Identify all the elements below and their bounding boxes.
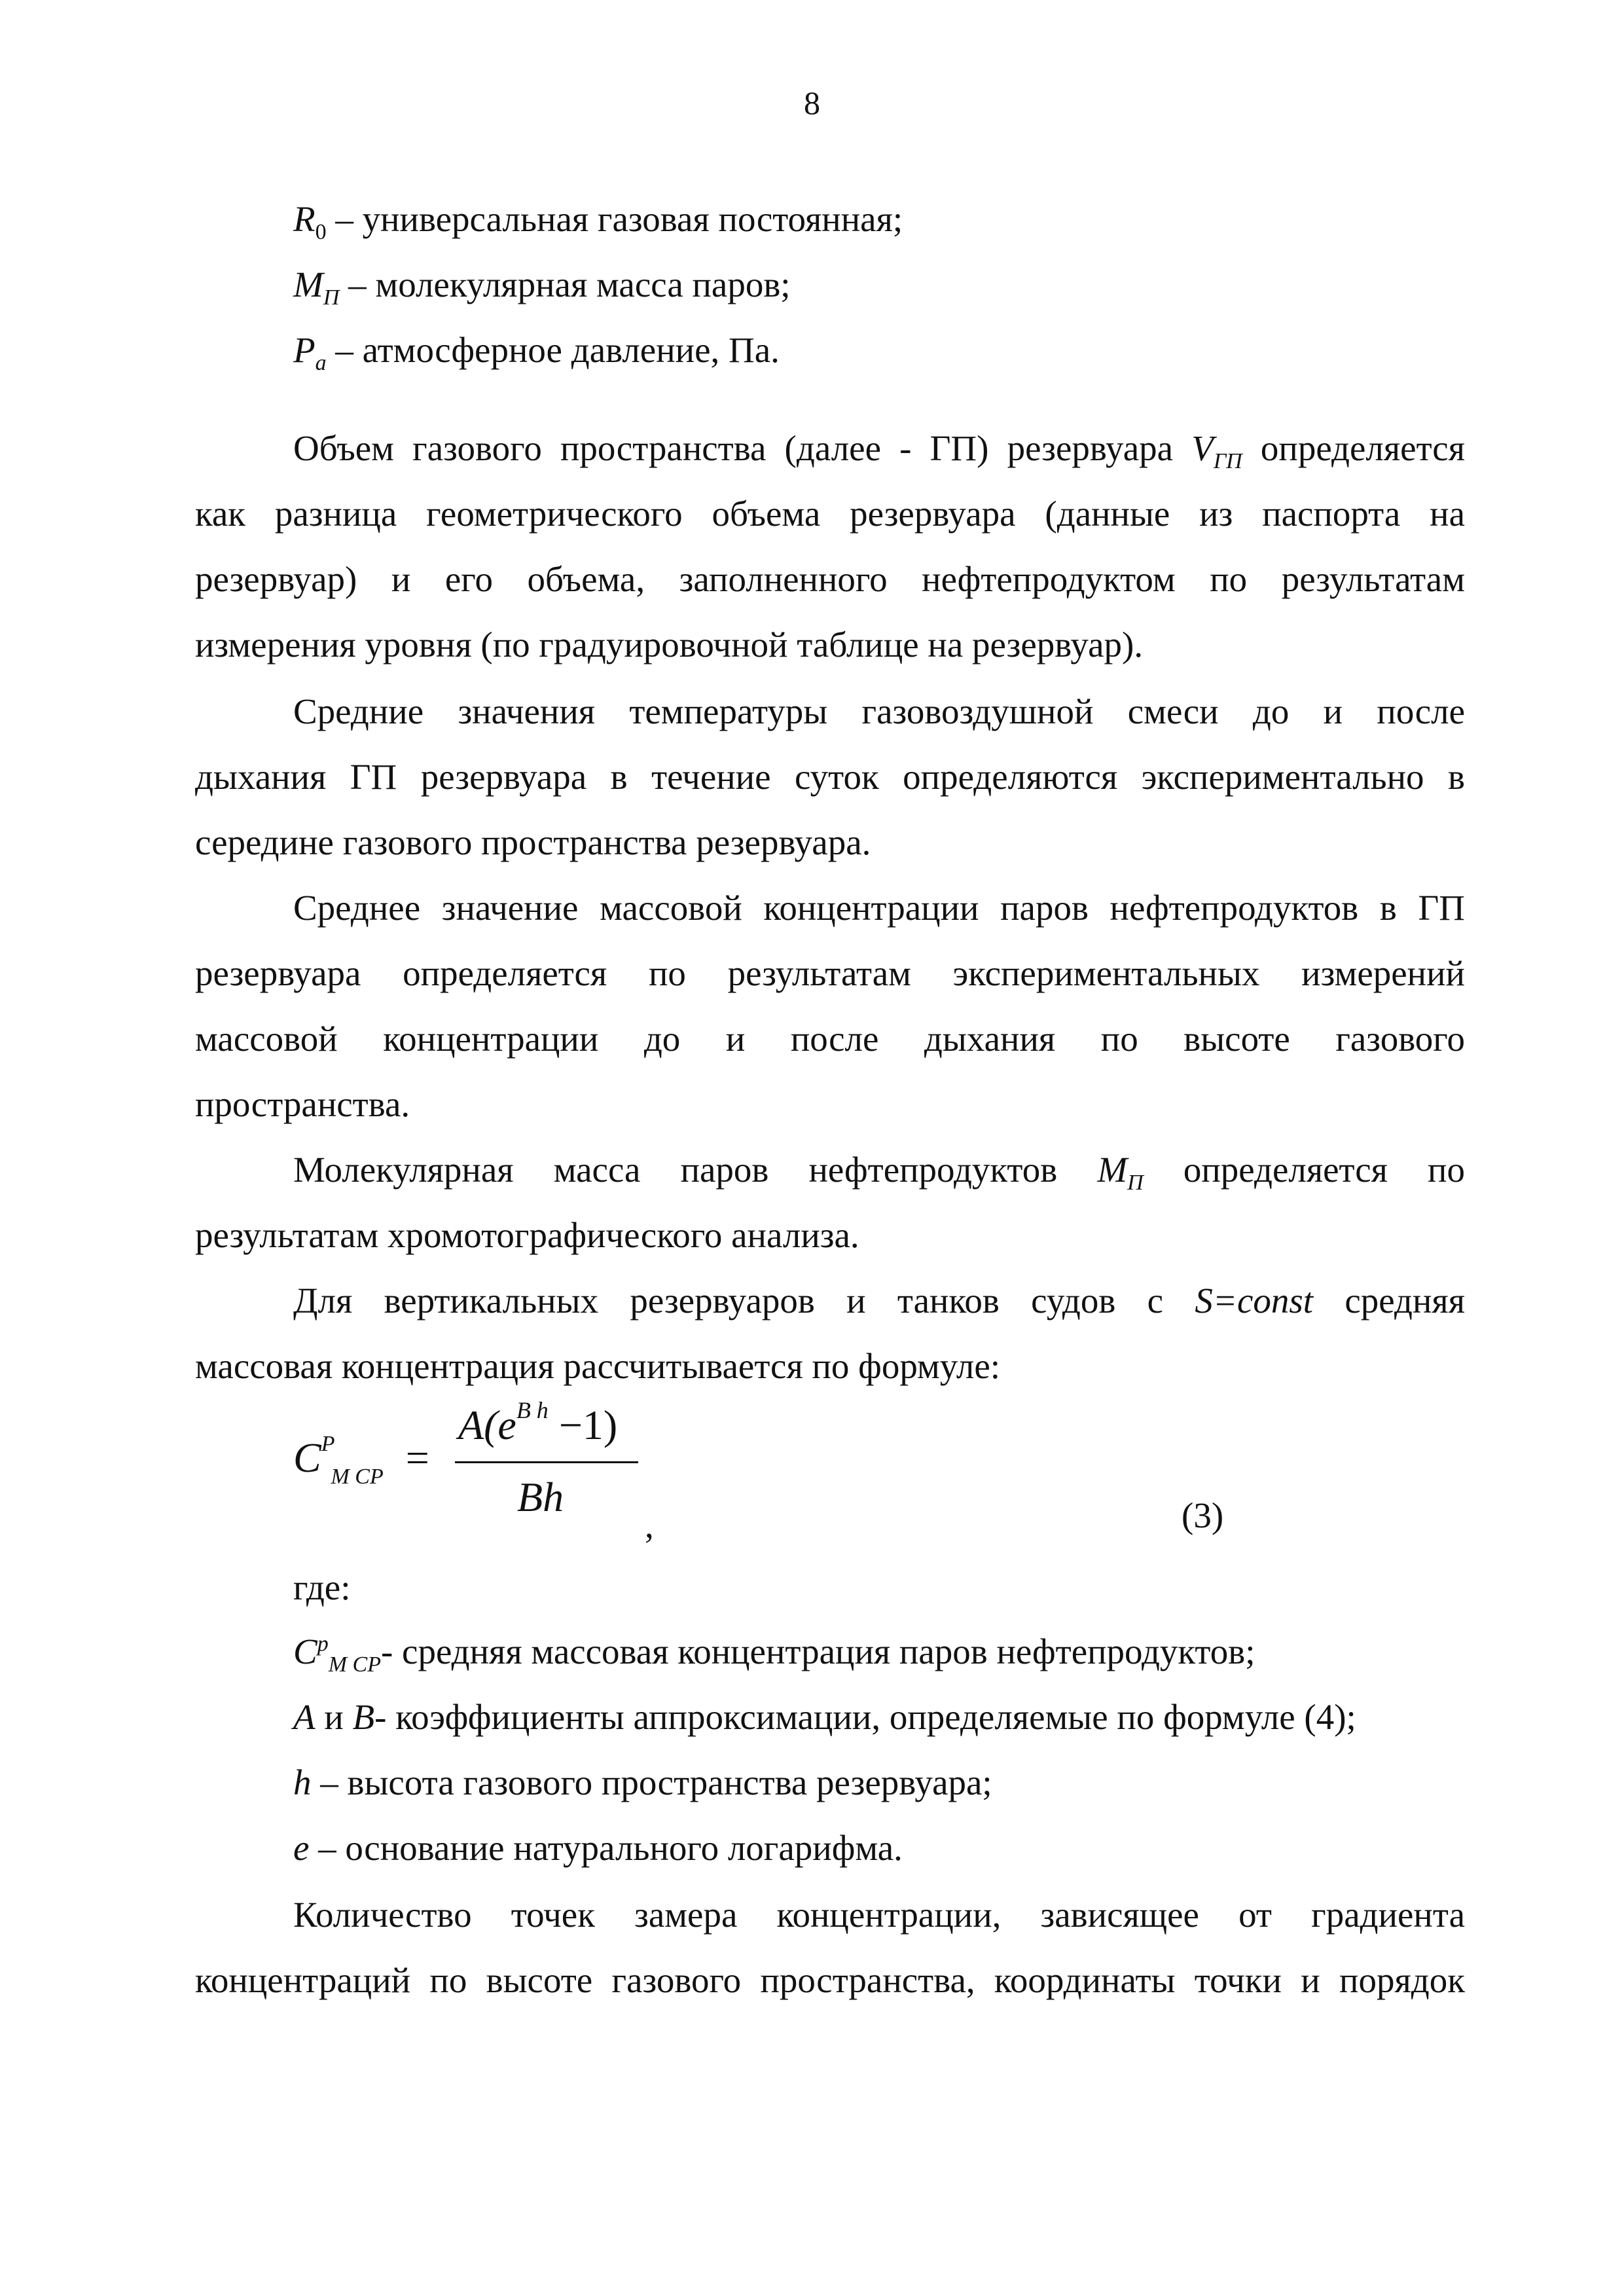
para2-line3: середине газового пространства резервуара. xyxy=(195,822,871,862)
para6-line2: концентраций по высоте газового пространства, координаты точки и порядок xyxy=(195,1960,1465,2000)
definition-text: – атмосферное давление, Па. xyxy=(326,330,780,370)
subscript: П xyxy=(323,285,340,310)
text-run: средняя xyxy=(1313,1281,1465,1321)
subscript: M CP xyxy=(328,1652,381,1677)
definition-text: - средняя массовая концентрация паров нефтепродуктов; xyxy=(380,1631,1255,1671)
subscript: a xyxy=(315,351,327,375)
definition-h xyxy=(293,1760,992,1806)
text-run: Молекулярная масса паров нефтепродуктов xyxy=(293,1150,1098,1190)
symbol: P xyxy=(293,330,316,370)
definition-mp xyxy=(293,262,791,308)
para1-line3: резервуар) и его объема, заполненного нефтепродуктом по результатам xyxy=(195,559,1465,599)
definition-pa xyxy=(293,327,780,373)
para3-line1: Среднее значение массовой концентрации паров нефтепродуктов в ГП xyxy=(293,888,1465,928)
para5-line1 xyxy=(293,1278,1465,1324)
numerator-exponent: B h xyxy=(516,1397,549,1423)
definition-text: - коэффициенты аппроксимации, определяемые по формуле (4); xyxy=(374,1697,1356,1737)
definition-a-b xyxy=(293,1694,1356,1740)
text-run: Объем газового пространства (далее - ГП) резервуара xyxy=(293,428,1192,468)
fraction-bar xyxy=(455,1461,638,1463)
text-run: определяется xyxy=(1242,428,1465,468)
symbol-2: B xyxy=(352,1697,375,1737)
symbol: M xyxy=(293,264,323,304)
para4-line2: результатам хромотографического анализа. xyxy=(195,1215,859,1255)
formula-numerator xyxy=(458,1397,618,1449)
para2-line2: дыхания ГП резервуара в течение суток определяются экспериментально в xyxy=(195,757,1465,797)
definition-r0 xyxy=(293,196,903,242)
numerator-a: A(e xyxy=(458,1402,516,1448)
formula-denominator: Bh xyxy=(517,1474,564,1520)
definition-e xyxy=(293,1825,903,1871)
para1-line1 xyxy=(293,426,1465,471)
symbol: e xyxy=(293,1828,310,1868)
where-label: где: xyxy=(293,1567,351,1607)
symbol: V xyxy=(1191,428,1214,468)
equals-sign: = xyxy=(405,1434,429,1481)
para2-line1: Средние значения температуры газовоздушной смеси до и после xyxy=(293,691,1465,731)
symbol: R xyxy=(293,199,316,239)
lhs-sup: P xyxy=(321,1432,335,1456)
para3-line3: массовой концентрации до и после дыхания по высоте газового xyxy=(195,1019,1465,1059)
subscript: 0 xyxy=(315,220,327,244)
para5-line2: массовая концентрация рассчитывается по формуле: xyxy=(195,1346,1001,1386)
lhs-sub: M CP xyxy=(331,1465,384,1489)
condition: S=const xyxy=(1195,1281,1314,1321)
definition-cmcp xyxy=(293,1629,1255,1675)
text-run: Для вертикальных резервуаров и танков судов с xyxy=(293,1281,1195,1321)
formula-comma: , xyxy=(645,1505,654,1545)
page-number: 8 xyxy=(804,84,820,121)
numerator-b: −1) xyxy=(548,1402,618,1448)
para3-line4: пространства. xyxy=(195,1084,410,1124)
formula-lhs xyxy=(293,1432,429,1489)
definition-text: – высота газового пространства резервуара; xyxy=(311,1762,992,1802)
text-run: определяется по xyxy=(1143,1150,1465,1190)
symbol: A xyxy=(293,1697,316,1737)
conjunction: и xyxy=(315,1697,353,1737)
definition-text: – молекулярная масса паров; xyxy=(339,264,791,304)
para6-line1: Количество точек замера концентрации, зависящее от градиента xyxy=(293,1895,1465,1935)
para1-line2: как разница геометрического объема резервуара (данные из паспорта на xyxy=(195,494,1465,534)
superscript: p xyxy=(317,1631,329,1656)
para3-line2: резервуара определяется по результатам экспериментальных измерений xyxy=(195,953,1465,993)
subscript: ГП xyxy=(1213,449,1242,473)
symbol: M xyxy=(1097,1150,1128,1190)
para4-line1 xyxy=(293,1147,1465,1193)
symbol: h xyxy=(293,1762,312,1802)
lhs-base: C xyxy=(293,1434,321,1481)
definition-text: – универсальная газовая постоянная; xyxy=(326,199,903,239)
symbol: C xyxy=(293,1631,317,1671)
formula-number: (3) xyxy=(1182,1495,1224,1535)
para1-line4: измерения уровня (по градуировочной таблице на резервуар). xyxy=(195,625,1144,665)
definition-text: – основание натурального логарифма. xyxy=(309,1828,903,1868)
subscript: П xyxy=(1127,1171,1144,1195)
